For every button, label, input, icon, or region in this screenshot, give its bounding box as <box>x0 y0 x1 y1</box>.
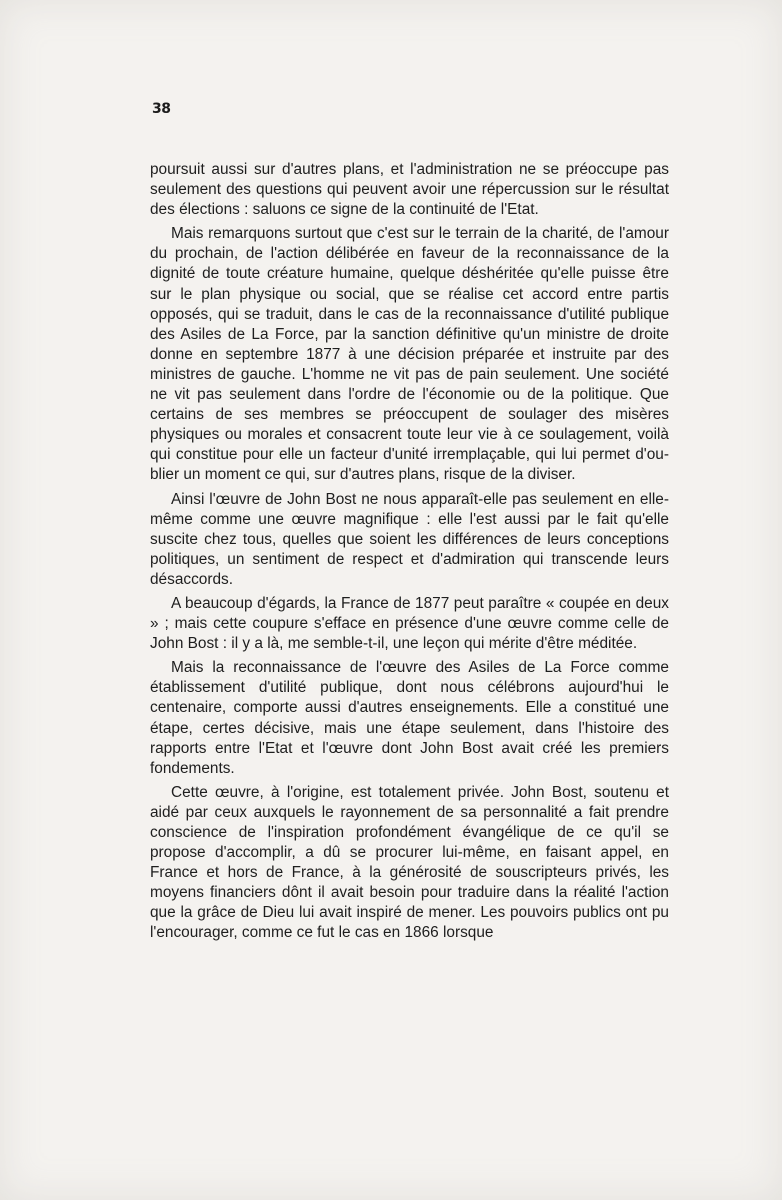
paragraph: poursuit aussi sur d'autres plans, et l'administration ne se préoccupe pas seulement des questions qui peuvent avoir une répercussion sur le résultat des élections : saluons ce signe de la continuité de l'Etat. <box>150 161 669 219</box>
paragraph: Ainsi l'œuvre de John Bost ne nous apparaît-elle pas seulement en elle-même comme une œuvre magnifique : elle l'est aussi par le fait qu'elle suscite chez tous, quelles que soient les différences de leurs conceptions politiques, un sentiment de respect et d'admiration qui transcende leurs désaccords. <box>150 490 669 588</box>
paragraph: A beaucoup d'égards, la France de 1877 peut paraître « coupée en deux » ; mais cette coupure s'efface en présence d'une œuvre comme celle de John Bost : il y a là, me semble-t-il, une leçon qui mérite d'être méditée. <box>150 594 669 653</box>
paragraph: Mais remarquons surtout que c'est sur le terrain de la charité, de l'amour du prochain, de l'action délibérée en faveur de la reconnaissance de la dignité de toute créature humaine, quelque déshéritée qu'elle puisse être sur le plan physique ou social, que se réalise cet accord entre partis opposés, qui se traduit, dans le cas de la reconnaissance d'utilité publique des Asiles de La Force, par la sanction définitive qu'un ministre de droite donne en septembre 1877 à une décision préparée et instruite par des ministres de gauche. L'homme ne vit pas de pain seulement. Une société ne vit pas seulement dans l'ordre de l'économie ou de la politique. Que certains de ses membres se préoccupent de soulager des misères physiques ou morales et consacrent toute leur vie à ce soulagement, voilà qui constitue pour elle un facteur d'unité irremplaçable, qui lui permet d'oublier un moment ce qui, sur d'autres plans, risque de la diviser. <box>150 225 669 484</box>
paragraph: Cette œuvre, à l'origine, est totalement privée. John Bost, soutenu et aidé par ceux auxquels le rayonnement de sa personnalité a fait prendre conscience de l'inspiration profondément évangélique de ce qu'il se propose d'accomplir, a dû se procurer lui-même, en faisant appel, en France et hors de France, à la générosité de souscripteurs privés, les moyens financiers dônt il avait besoin pour traduire dans la réalité l'action que la grâce de Dieu lui avait inspiré de mener. Les pouvoirs publics ont pu l'encourager, comme ce fut le cas en 1866 lorsque <box>150 783 669 942</box>
page-number: 38 <box>152 101 171 117</box>
paragraph: Mais la reconnaissance de l'œuvre des Asiles de La Force comme établissement d'utilité publique, dont nous célébrons aujourd'hui le centenaire, comporte aussi d'autres enseignements. Elle a constitué une étape, certes décisive, mais une étape seulement, dans l'histoire des rapports entre l'Etat et l'œuvre dont John Bost avait créé les premiers fondements. <box>150 659 669 777</box>
body-text <box>150 160 669 948</box>
